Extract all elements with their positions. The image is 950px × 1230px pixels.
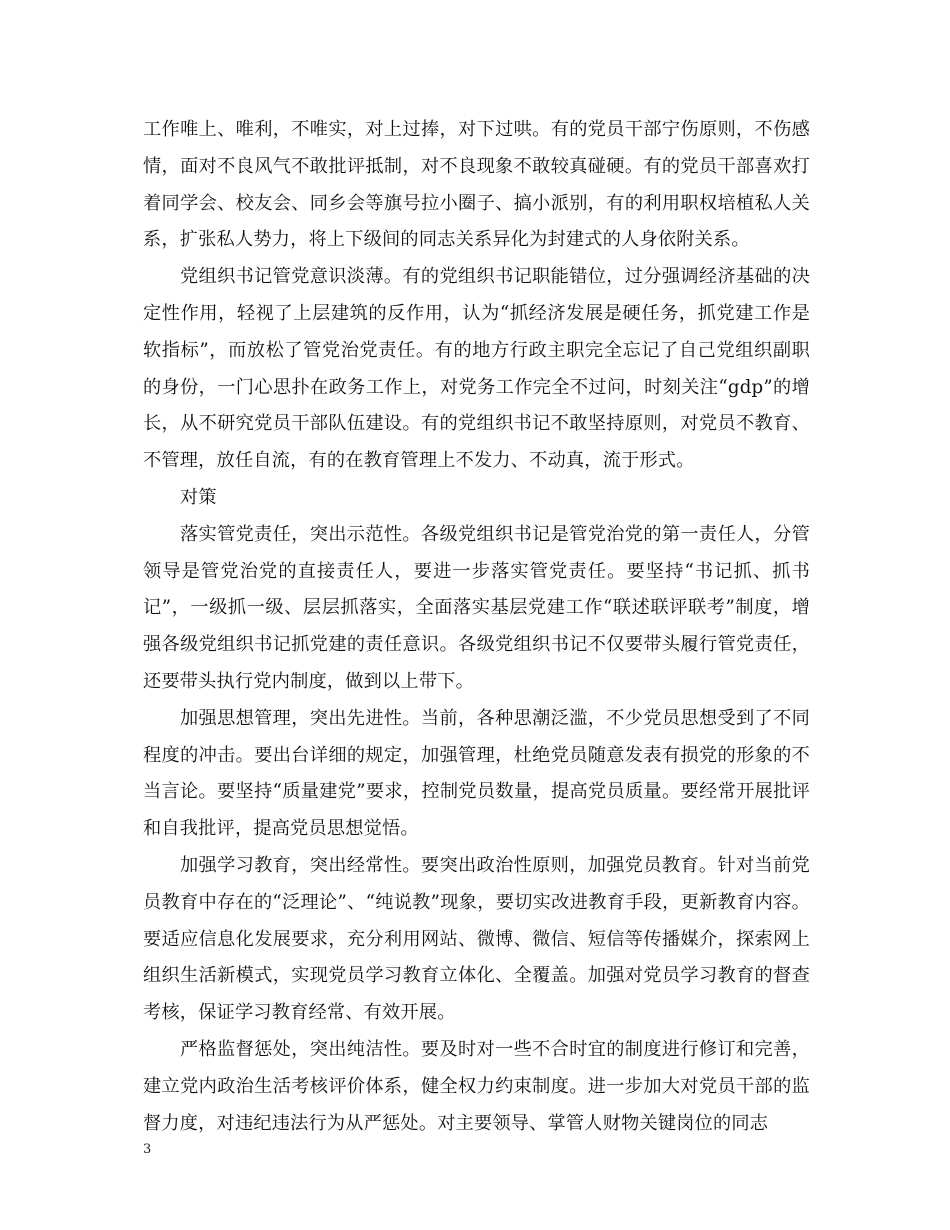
paragraph-2: 党组织书记管党意识淡薄。有的党组织书记职能错位，过分强调经济基础的决定性作用，轻视了上层建筑的反作用，认为“抓经济发展是硬任务，抓党建工作是软指标”，而放松了管党治党责任。有的地方行政主职完全忘记了自己党组织副职的身份，一门心思扑在政务工作上，对党务工作完全不过问，时刻关注“gdp”的增长，从不研究党员干部队伍建设。有的党组织书记不敢坚持原则，对党员不教育、不管理，放任自流，有的在教育管理上不发力、不动真，流于形式。 xyxy=(143,266,810,472)
paragraph-4: 加强思想管理，突出先进性。当前，各种思潮泛滥，不少党员思想受到了不同程度的冲击。要出台详细的规定，加强管理，杜绝党员随意发表有损党的形象的不当言论。要坚持“质量建党”要求，控制党员数量，提高党员质量。要经常开展批评和自我批评，提高党员思想觉悟。 xyxy=(143,707,810,840)
document-body xyxy=(143,112,810,1142)
paragraph-5: 加强学习教育，突出经常性。要突出政治性原则，加强党员教育。针对当前党员教育中存在的“泛理论”、“纯说教”现象，要切实改进教育手段，更新教育内容。要适应信息化发展要求，充分利用网站、微博、微信、短信等传播媒介，探索网上组织生活新模式，实现党员学习教育立体化、全覆盖。加强对党员学习教育的督查考核，保证学习教育经常、有效开展。 xyxy=(143,854,810,1024)
section-heading-countermeasures: 对策 xyxy=(180,486,217,508)
page-number: 3 xyxy=(143,1142,152,1157)
paragraph-6: 严格监督惩处，突出纯洁性。要及时对一些不合时宜的制度进行修订和完善，建立党内政治生活考核评价体系，健全权力约束制度。进一步加大对党员干部的监督力度，对违纪违法行为从严惩处。对主要领导、掌管人财物关键岗位的同志 xyxy=(143,1038,810,1134)
paragraph-3: 落实管党责任，突出示范性。各级党组织书记是管党治党的第一责任人，分管领导是管党治党的直接责任人，要进一步落实管党责任。要坚持“书记抓、抓书记”，一级抓一级、层层抓落实，全面落实基层党建工作“联述联评联考”制度，增强各级党组织书记抓党建的责任意识。各级党组织书记不仅要带头履行管党责任，还要带头执行党内制度，做到以上带下。 xyxy=(143,523,810,692)
paragraph-1: 工作唯上、唯利，不唯实，对上过捧，对下过哄。有的党员干部宁伤原则，不伤感情，面对不良风气不敢批评抵制，对不良现象不敢较真碰硬。有的党员干部喜欢打着同学会、校友会、同乡会等旗号拉小圈子、搞小派别，有的利用职权培植私人关系，扩张私人势力，将上下级间的同志关系异化为封建式的人身依附关系。 xyxy=(143,119,810,251)
